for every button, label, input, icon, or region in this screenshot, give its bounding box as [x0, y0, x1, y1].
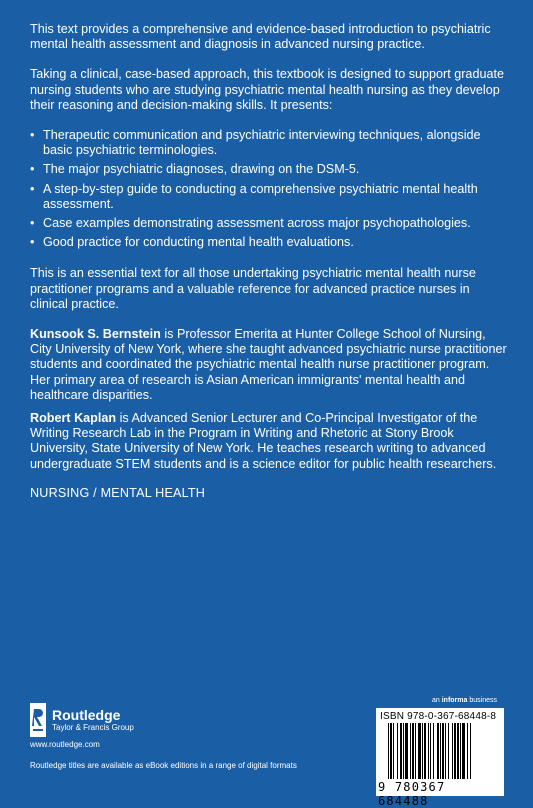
- feature-list: [30, 128, 510, 250]
- author-name: Robert Kaplan: [30, 411, 117, 426]
- publisher-logo: [30, 703, 134, 737]
- feature-item: • Case examples demonstrating assessment across major psychopathologies.: [30, 216, 510, 231]
- publisher-name: Routledge: [52, 706, 121, 723]
- author-name: Kunsook S. Bernstein: [30, 327, 161, 342]
- routledge-logo-icon: [30, 703, 46, 737]
- isbn-barcode: [376, 708, 504, 808]
- author-bio-text: is Advanced Senior Lecturer and Co-Principal Investigator of the Writing Research Lab in the Program in Writing and Rhetoric at Stony Brook University, State University of New York. He teaches research writing to advanced undergraduate STEM students and is a science editor for public health researchers.: [30, 411, 497, 471]
- feature-item: • Therapeutic communication and psychiatric interviewing techniques, alongside basic psychiatric terminologies.: [30, 128, 510, 158]
- ebook-note: Routledge titles are available as eBook editions in a range of digital formats: [30, 761, 297, 770]
- feature-item: • The major psychiatric diagnoses, drawing on the DSM-5.: [30, 162, 510, 177]
- publisher-text: [52, 708, 134, 733]
- approach-paragraph: Taking a clinical, case-based approach, this textbook is designed to support graduate nursing students who are studying psychiatric mental health nursing as they develop their reasoning and decision-making skills. It presents:: [30, 67, 504, 112]
- intro-paragraph: This text provides a comprehensive and evidence-based introduction to psychiatric mental health assessment and diagnosis in advanced nursing practice.: [30, 22, 491, 52]
- informa-business-label: an informa business: [432, 697, 497, 704]
- barcode-icon: [388, 723, 498, 779]
- back-cover-text: [30, 22, 510, 516]
- isbn-label: ISBN 978-0-367-68448-8: [380, 711, 497, 722]
- publisher-group: Taylor & Francis Group: [52, 722, 134, 732]
- author-bio: [30, 327, 510, 403]
- feature-item: • Good practice for conducting mental health evaluations.: [30, 235, 510, 250]
- barcode-number: 9 780367 684488: [378, 780, 446, 808]
- essential-paragraph: This is an essential text for all those undertaking psychiatric mental health nurse practitioner programs and a valuable reference for advanced practice nurses in clinical practice.: [30, 266, 476, 311]
- publisher-url: www.routledge.com: [30, 740, 100, 749]
- author-bio: [30, 411, 510, 472]
- subject-category: NURSING / MENTAL HEALTH: [30, 485, 206, 500]
- feature-item: • A step-by-step guide to conducting a comprehensive psychiatric mental health assessment.: [30, 182, 510, 212]
- author-bio-text: is Professor Emerita at Hunter College School of Nursing, City University of New York, where she taught advanced psychiatric nurse practitioner students and coordinated the psychiatric mental health nurse practitioner program. Her primary area of research is Asian American immigrants' mental health and healthcare disparities.: [30, 327, 507, 402]
